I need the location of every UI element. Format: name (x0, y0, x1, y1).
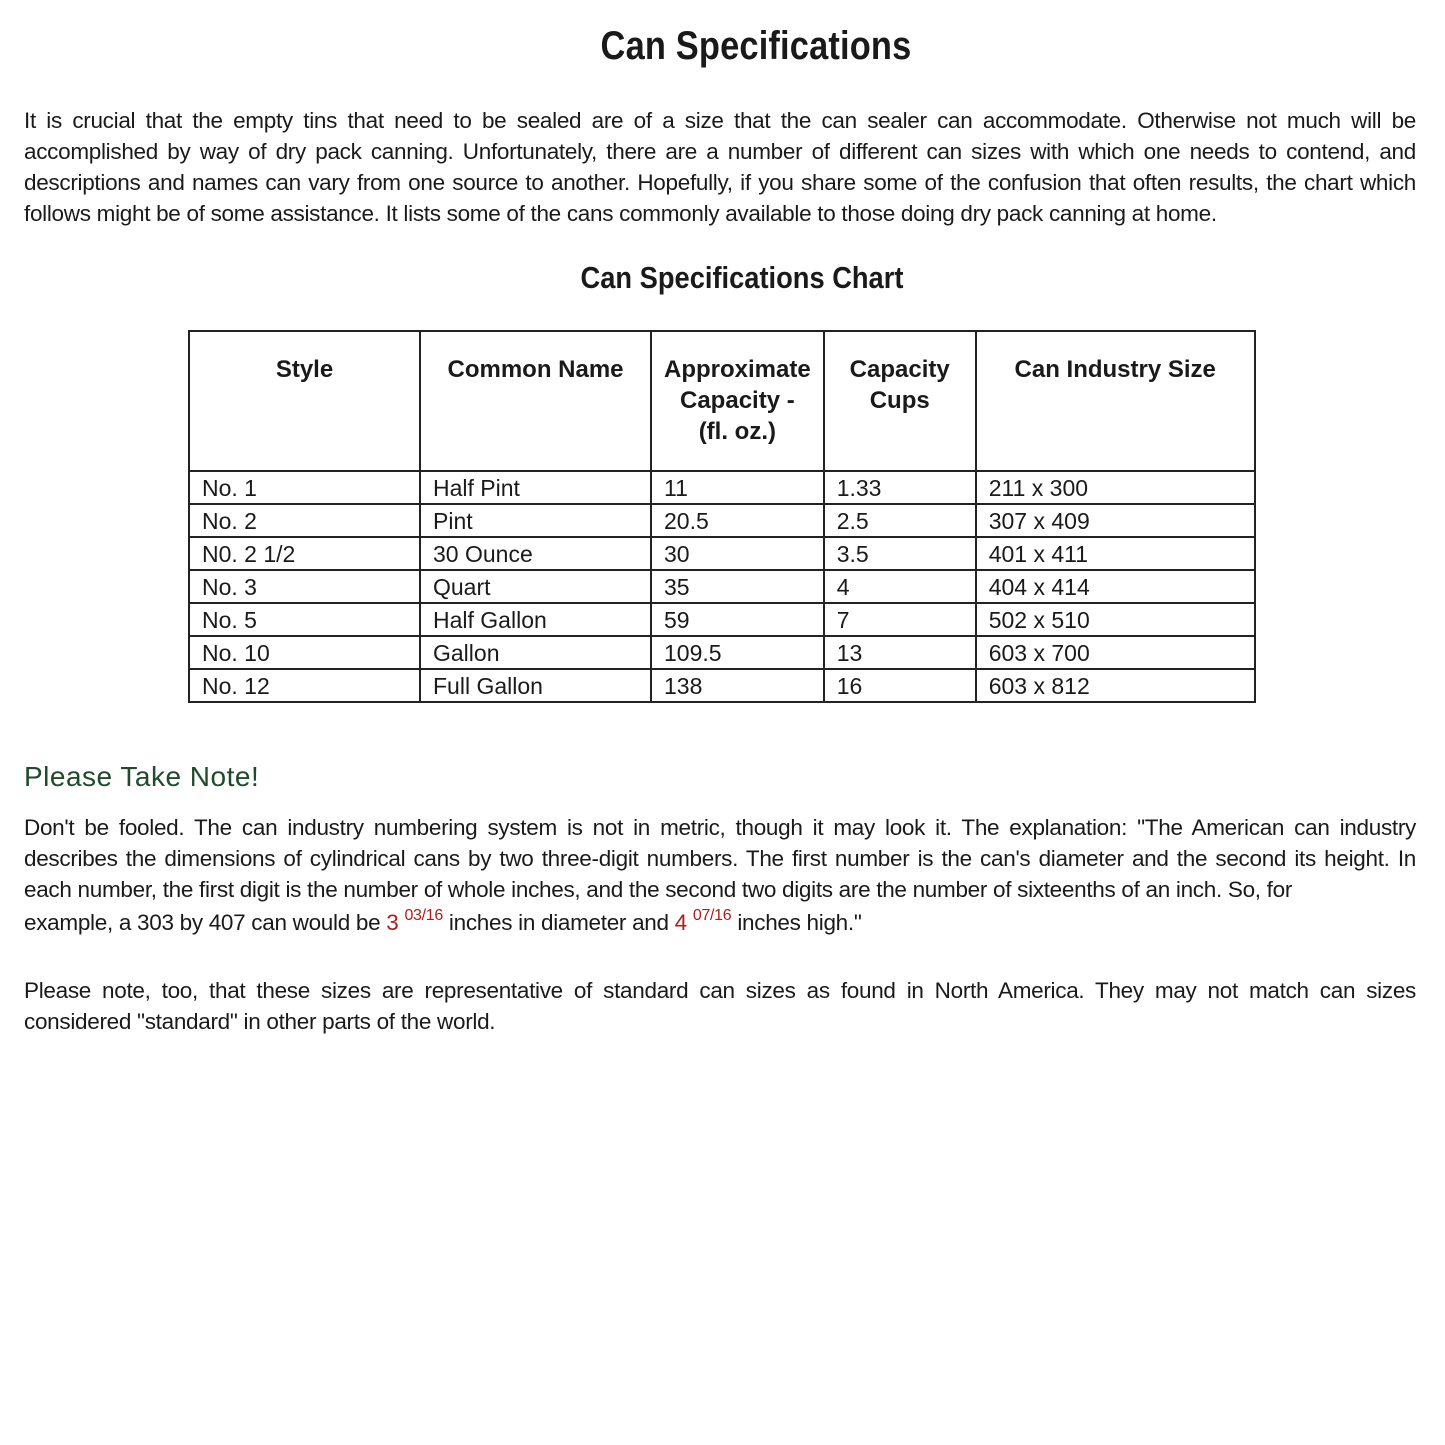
height-fraction: 07/16 (692, 907, 732, 924)
cell-capacity-oz: 20.5 (651, 504, 824, 537)
cell-capacity-cups: 13 (824, 636, 976, 669)
cell-industry-size: 404 x 414 (976, 570, 1255, 603)
cell-capacity-oz: 109.5 (651, 636, 824, 669)
diameter-whole-inches: 3 (386, 910, 399, 935)
note-example-line (24, 907, 1416, 938)
header-capacity-oz: Approximate Capacity - (fl. oz.) (651, 331, 824, 471)
cell-industry-size: 307 x 409 (976, 504, 1255, 537)
cell-common-name: Full Gallon (420, 669, 651, 702)
cell-capacity-cups: 2.5 (824, 504, 976, 537)
cell-style: N0. 2 1/2 (189, 537, 420, 570)
cell-style: No. 12 (189, 669, 420, 702)
cell-style: No. 3 (189, 570, 420, 603)
cell-common-name: Gallon (420, 636, 651, 669)
note-heading: Please Take Note! (24, 761, 260, 792)
document-page (24, 0, 1416, 1034)
example-prefix: example, a 303 by 407 can would be (24, 910, 387, 935)
example-mid: inches in diameter and (442, 910, 675, 935)
diameter-fraction: 03/16 (404, 907, 443, 924)
cell-industry-size: 211 x 300 (976, 471, 1255, 504)
table-row (189, 669, 1255, 702)
cell-style: No. 10 (189, 636, 420, 669)
cell-capacity-cups: 3.5 (824, 537, 976, 570)
cell-style: No. 2 (189, 504, 420, 537)
cell-common-name: Pint (420, 504, 651, 537)
header-industry-size: Can Industry Size (976, 331, 1255, 471)
cell-common-name: 30 Ounce (420, 537, 651, 570)
cell-capacity-cups: 4 (824, 570, 976, 603)
cell-style: No. 5 (189, 603, 420, 636)
cell-capacity-cups: 7 (824, 603, 976, 636)
chart-title: Can Specifications Chart (580, 260, 904, 295)
note-paragraph-explanation (24, 812, 1416, 938)
cell-capacity-cups: 1.33 (824, 471, 976, 504)
height-whole-inches: 4 (674, 910, 687, 935)
table-row (189, 636, 1255, 669)
header-style: Style (189, 331, 420, 471)
intro-paragraph: It is crucial that the empty tins that need to be sealed are of a size that the can sealer can accommodate. Otherwise not much will be accomplished by way of dry pack canning. Unfortunately, there are a number of different can sizes with which one needs to contend, and descriptions and names can vary from one source to another. Hopefully, if you share some of the confusion that often results, the chart which follows might be of some assistance. It lists some of the cans commonly available to those doing dry pack canning at home. (24, 108, 1416, 226)
cell-capacity-cups: 16 (824, 669, 976, 702)
cell-industry-size: 603 x 700 (976, 636, 1255, 669)
table-header-row (189, 331, 1255, 471)
cell-style: No. 1 (189, 471, 420, 504)
cell-capacity-oz: 30 (651, 537, 824, 570)
cell-capacity-oz: 59 (651, 603, 824, 636)
cell-industry-size: 603 x 812 (976, 669, 1255, 702)
table-row (189, 537, 1255, 570)
cell-common-name: Half Pint (420, 471, 651, 504)
cell-industry-size: 502 x 510 (976, 603, 1255, 636)
note-paragraph-standards: Please note, too, that these sizes are representative of standard can sizes as found in North America. They may not match can sizes considered "standard" in other parts of the world. (24, 978, 1416, 1034)
cell-common-name: Half Gallon (420, 603, 651, 636)
cell-capacity-oz: 11 (651, 471, 824, 504)
can-specifications-table (188, 330, 1256, 703)
cell-industry-size: 401 x 411 (976, 537, 1255, 570)
table-row (189, 504, 1255, 537)
table-row (189, 603, 1255, 636)
cell-capacity-oz: 138 (651, 669, 824, 702)
table-row (189, 570, 1255, 603)
page-title: Can Specifications (600, 24, 912, 68)
header-capacity-cups: Capacity Cups (824, 331, 976, 471)
example-suffix: inches high." (731, 910, 862, 935)
table-row (189, 471, 1255, 504)
cell-capacity-oz: 35 (651, 570, 824, 603)
note-explanation-text: Don't be fooled. The can industry numbering system is not in metric, though it may look it. The explanation: "The American can industry describes the dimensions of cylindrical cans by two three-digit numbers. The first number is the can's diameter and the second its height. In each number, the first digit is the number of whole inches, and the second two digits are the number of sixteenths of an inch. So, for (24, 815, 1416, 902)
header-common-name: Common Name (420, 331, 651, 471)
cell-common-name: Quart (420, 570, 651, 603)
